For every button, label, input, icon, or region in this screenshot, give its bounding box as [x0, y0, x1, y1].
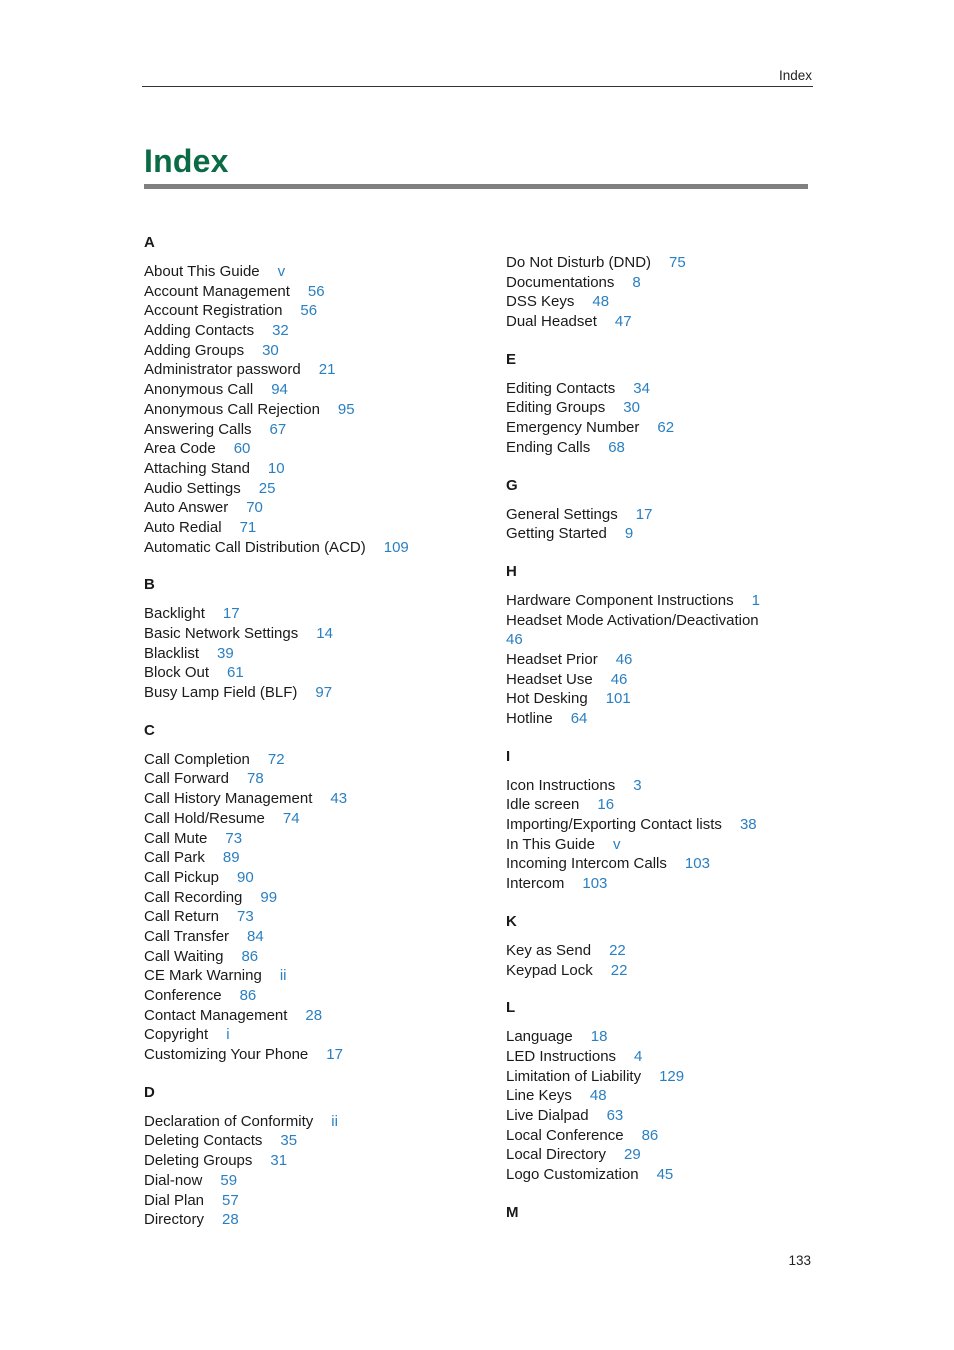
index-term: Customizing Your Phone: [144, 1046, 309, 1064]
section-gap: [506, 980, 836, 998]
index-term: Area Code: [144, 440, 216, 458]
index-entry: [506, 1106, 836, 1126]
index-entry: [506, 670, 836, 690]
page-ref-link[interactable]: 22: [610, 961, 628, 979]
page-ref-link[interactable]: 10: [267, 459, 285, 477]
page-ref-link[interactable]: 68: [608, 438, 625, 456]
section-gap: [506, 894, 836, 912]
index-entry: [506, 1086, 836, 1106]
index-entry: [144, 829, 474, 849]
page-ref-link[interactable]: 34: [633, 379, 650, 397]
index-entry: [144, 321, 474, 341]
index-entry: [506, 398, 836, 418]
page-ref-link[interactable]: 89: [222, 849, 240, 867]
index-entry: [144, 769, 474, 789]
page-ref-link[interactable]: 39: [217, 644, 234, 662]
page-ref-link[interactable]: 45: [656, 1166, 674, 1184]
page-ref-link[interactable]: 59: [220, 1171, 238, 1189]
index-entry: [506, 1067, 836, 1087]
index-entry: [144, 498, 474, 518]
index-term: Call Waiting: [144, 947, 224, 965]
index-term: Declaration of Conformity: [144, 1112, 314, 1130]
index-term: Keypad Lock: [506, 961, 593, 979]
index-term: Audio Settings: [144, 479, 241, 497]
page-ref-link[interactable]: 97: [315, 684, 333, 702]
index-term: Auto Redial: [144, 518, 222, 536]
page-ref-link[interactable]: 67: [269, 420, 287, 438]
index-term: Hardware Component Instructions: [506, 591, 734, 609]
index-entry: [506, 253, 836, 273]
index-entry: [144, 1006, 474, 1026]
index-term: Backlight: [144, 605, 205, 623]
index-term: In This Guide: [506, 835, 595, 853]
index-term: Attaching Stand: [144, 459, 250, 477]
section-letter: C: [144, 721, 155, 739]
index-entry: [144, 947, 474, 967]
page-ref-link[interactable]: 64: [570, 710, 588, 728]
section-letter: L: [506, 999, 516, 1017]
index-term: Do Not Disturb (DND): [506, 254, 652, 271]
index-entry: [144, 683, 474, 703]
page-ref-link[interactable]: 21: [318, 361, 336, 379]
page-ref-link[interactable]: 84: [247, 927, 264, 945]
page-ref-link[interactable]: ii: [279, 967, 287, 985]
index-entry: [144, 538, 474, 558]
section-letter: E: [506, 350, 517, 368]
index-entry: [144, 888, 474, 908]
index-section: [506, 998, 836, 1185]
index-entry: [144, 360, 474, 380]
index-term: Call Completion: [144, 750, 250, 768]
page-ref-link[interactable]: 71: [239, 518, 257, 536]
index-entry: [144, 986, 474, 1006]
index-term: Administrator password: [144, 361, 301, 379]
section-letter: I: [506, 747, 511, 765]
index-entry: [506, 438, 836, 458]
page-ref-link[interactable]: 61: [227, 664, 244, 682]
index-entry: [144, 927, 474, 947]
index-term: LED Instructions: [506, 1047, 617, 1065]
index-section: [144, 233, 474, 557]
page-ref-link[interactable]: v: [277, 263, 286, 280]
index-section: [144, 1083, 474, 1230]
index-term: Dial-now: [144, 1171, 203, 1189]
page-ref-link[interactable]: 75: [669, 254, 686, 271]
index-entry: [144, 301, 474, 321]
page-ref-link[interactable]: 72: [267, 750, 285, 768]
page-ref-link[interactable]: 43: [330, 790, 348, 808]
index-term: Idle screen: [506, 796, 580, 814]
index-term: Adding Groups: [144, 341, 245, 359]
index-entry: [144, 1151, 474, 1171]
index-term: Auto Answer: [144, 499, 229, 517]
index-entry: [506, 379, 836, 399]
index-entry: [506, 650, 836, 670]
index-term: DSS Keys: [506, 293, 575, 311]
page-ref-link[interactable]: 47: [614, 313, 632, 331]
index-term: Importing/Exporting Contact lists: [506, 816, 722, 834]
section-gap: [506, 729, 836, 747]
index-entry: [144, 1025, 474, 1045]
index-term: Headset Mode Activation/Deactivation: [506, 611, 759, 629]
index-entry: [506, 1126, 836, 1146]
page-title: Index: [144, 143, 229, 179]
page-ref-link[interactable]: 57: [222, 1191, 239, 1209]
index-entry: [506, 854, 836, 874]
index-entry: [144, 644, 474, 664]
page-ref-link[interactable]: 101: [605, 690, 631, 708]
page-ref-link[interactable]: 9: [624, 525, 634, 543]
index-entry: [144, 750, 474, 770]
index-entry: [506, 292, 836, 312]
page-ref-link[interactable]: v: [612, 835, 621, 853]
page-ref-link[interactable]: 32: [272, 322, 289, 340]
index-entry: [506, 874, 836, 894]
title-rule: [144, 184, 808, 189]
index-term: Account Management: [144, 282, 290, 300]
index-term: Emergency Number: [506, 419, 640, 437]
page-ref-link[interactable]: 99: [260, 888, 278, 906]
page-ref-link[interactable]: 73: [225, 829, 243, 847]
index-section: [506, 1203, 836, 1223]
index-entry: [506, 591, 836, 611]
index-entry: [506, 418, 836, 438]
page-ref-link[interactable]: 46: [506, 631, 523, 649]
index-term: Deleting Contacts: [144, 1132, 263, 1150]
index-entry: [506, 709, 836, 729]
index-term: Local Directory: [506, 1146, 607, 1164]
index-term: Call Park: [144, 849, 205, 867]
index-term: Hotline: [506, 710, 553, 728]
page-ref-link[interactable]: 14: [316, 625, 333, 642]
index-entry: [506, 961, 836, 981]
index-term: Dial Plan: [144, 1191, 205, 1209]
index-term: Live Dialpad: [506, 1106, 589, 1124]
section-gap: [506, 544, 836, 562]
page-ref-link[interactable]: 95: [337, 400, 355, 418]
page-ref-link[interactable]: 74: [282, 809, 300, 827]
index-entry: [144, 439, 474, 459]
index-term: Blacklist: [144, 644, 200, 662]
index-entry: [506, 941, 836, 961]
page-ref-link[interactable]: 1: [751, 591, 760, 609]
page-ref-link[interactable]: 48: [592, 293, 610, 311]
index-term: General Settings: [506, 505, 618, 523]
page-number: 133: [788, 1253, 811, 1268]
index-term: Limitation of Liability: [506, 1067, 642, 1085]
page-ref-link[interactable]: 28: [305, 1006, 323, 1024]
index-entry: [144, 624, 474, 644]
index-entry: [506, 273, 836, 293]
index-entry: [506, 524, 836, 544]
index-entry: [506, 505, 836, 525]
section-gap: [144, 703, 474, 721]
index-entry: [144, 789, 474, 809]
index-entry: [144, 400, 474, 420]
index-term: Call Transfer: [144, 927, 230, 945]
index-entry: [144, 1131, 474, 1151]
index-term: Anonymous Call Rejection: [144, 400, 320, 418]
index-term: Language: [506, 1028, 573, 1046]
index-entry: [506, 689, 836, 709]
index-entry: [144, 459, 474, 479]
header-rule: [142, 86, 813, 87]
index-entry: [144, 518, 474, 538]
page-ref-link[interactable]: 38: [739, 816, 757, 834]
page-ref-link[interactable]: 60: [233, 440, 251, 458]
page-ref-link[interactable]: 18: [590, 1028, 608, 1046]
index-entry: [506, 611, 836, 650]
section-letter: A: [144, 234, 155, 251]
index-term: Call Return: [144, 908, 220, 926]
index-entry: [506, 312, 836, 332]
index-entry: [506, 1165, 836, 1185]
index-entry: [506, 835, 836, 855]
section-gap: [506, 1185, 836, 1203]
index-entry: [506, 795, 836, 815]
index-entry: [144, 262, 474, 282]
page-ref-link[interactable]: 8: [632, 273, 641, 291]
page-ref-link[interactable]: 86: [241, 947, 259, 965]
index-term: Headset Use: [506, 670, 593, 688]
index-column-right: [506, 253, 836, 1232]
index-section: [144, 721, 474, 1065]
index-entry: [506, 776, 836, 796]
index-entry: [144, 907, 474, 927]
index-term: Answering Calls: [144, 420, 252, 438]
index-term: Directory: [144, 1211, 205, 1229]
index-term: Hot Desking: [506, 690, 588, 708]
index-entry: [144, 868, 474, 888]
index-term: Deleting Groups: [144, 1152, 253, 1170]
index-entry: [144, 1112, 474, 1132]
page-ref-link[interactable]: 90: [237, 868, 254, 886]
page-ref-link[interactable]: 56: [300, 302, 318, 320]
index-term: Getting Started: [506, 525, 607, 543]
section-gap: [144, 557, 474, 575]
index-term: Automatic Call Distribution (ACD): [144, 538, 366, 556]
index-term: Conference: [144, 987, 222, 1004]
index-term: Key as Send: [506, 941, 592, 959]
index-term: Anonymous Call: [144, 381, 254, 399]
page-ref-link[interactable]: 86: [641, 1126, 659, 1144]
page-ref-link[interactable]: 73: [237, 908, 254, 926]
index-section: [506, 476, 836, 544]
index-term: Call Forward: [144, 770, 230, 788]
page-ref-link[interactable]: 70: [246, 499, 263, 517]
page-ref-link[interactable]: 103: [582, 875, 608, 893]
page-ref-link[interactable]: 94: [271, 381, 288, 399]
index-term: Editing Contacts: [506, 379, 616, 397]
page-ref-link[interactable]: 17: [635, 505, 653, 523]
section-letter: M: [506, 1203, 519, 1221]
index-column-left: [144, 233, 474, 1230]
section-gap: [506, 458, 836, 476]
index-entry: [144, 282, 474, 302]
index-term: Local Conference: [506, 1126, 624, 1144]
section-letter: K: [506, 912, 517, 930]
index-term: Account Registration: [144, 302, 283, 320]
index-term: Logo Customization: [506, 1166, 639, 1184]
page-ref-link[interactable]: 30: [262, 341, 279, 359]
index-term: CE Mark Warning: [144, 967, 262, 985]
index-entry: [144, 380, 474, 400]
page-ref-link[interactable]: 3: [633, 776, 642, 794]
index-term: Incoming Intercom Calls: [506, 855, 667, 873]
page-ref-link[interactable]: 103: [684, 855, 710, 873]
index-term: Intercom: [506, 875, 565, 893]
index-term: Line Keys: [506, 1087, 572, 1105]
index-entry: [144, 479, 474, 499]
index-entry: [144, 663, 474, 683]
index-entry: [144, 341, 474, 361]
index-term: Headset Prior: [506, 650, 598, 668]
index-entry: [144, 420, 474, 440]
index-term: Call History Management: [144, 790, 313, 808]
page-ref-link[interactable]: 30: [623, 399, 640, 417]
page-ref-link[interactable]: 109: [383, 538, 409, 556]
section-letter: D: [144, 1083, 155, 1101]
index-entry: [144, 809, 474, 829]
index-entry: [144, 1191, 474, 1211]
index-term: Editing Groups: [506, 399, 606, 417]
index-entry: [144, 1210, 474, 1230]
index-entry: [506, 815, 836, 835]
page-ref-link[interactable]: 35: [280, 1132, 298, 1150]
index-entry: [144, 1171, 474, 1191]
page-ref-link[interactable]: ii: [331, 1112, 338, 1130]
index-section: [144, 575, 474, 702]
page-ref-link[interactable]: 48: [589, 1087, 607, 1105]
index-term: Icon Instructions: [506, 776, 616, 794]
section-letter: G: [506, 476, 518, 494]
page-ref-link[interactable]: 31: [270, 1152, 288, 1170]
index-entry: [144, 604, 474, 624]
index-entry: [506, 1027, 836, 1047]
page-ref-link[interactable]: 22: [609, 941, 626, 959]
page-ref-link[interactable]: 17: [326, 1046, 343, 1064]
page-ref-link[interactable]: 63: [606, 1106, 624, 1124]
section-letter: H: [506, 562, 517, 580]
index-section: [506, 562, 836, 729]
index-term: Dual Headset: [506, 313, 597, 331]
index-section: [506, 747, 836, 894]
index-term: Basic Network Settings: [144, 625, 299, 642]
index-term: Call Recording: [144, 888, 243, 906]
index-term: Call Hold/Resume: [144, 809, 265, 827]
index-term: Busy Lamp Field (BLF): [144, 684, 298, 702]
section-gap: [506, 332, 836, 350]
page-ref-link[interactable]: 129: [659, 1067, 685, 1085]
index-entry: [506, 1145, 836, 1165]
page-ref-link[interactable]: 17: [222, 605, 240, 623]
page-ref-link[interactable]: 62: [657, 419, 675, 437]
index-term: Call Mute: [144, 829, 208, 847]
index-section: [506, 912, 836, 980]
page-ref-link[interactable]: 29: [624, 1146, 641, 1164]
index-term: Block Out: [144, 664, 210, 682]
page-ref-link[interactable]: 86: [239, 987, 257, 1004]
index-term: Copyright: [144, 1026, 209, 1044]
running-header: Index: [778, 68, 812, 83]
index-term: Contact Management: [144, 1006, 288, 1024]
page-ref-link[interactable]: 16: [597, 796, 615, 814]
index-entry: [144, 966, 474, 986]
index-entry: [144, 848, 474, 868]
index-section: [506, 253, 836, 332]
page-ref-link[interactable]: i: [226, 1026, 230, 1044]
page-ref-link[interactable]: 25: [258, 479, 276, 497]
page-ref-link[interactable]: 56: [307, 282, 325, 300]
page-ref-link[interactable]: 46: [615, 650, 633, 668]
index-term: Adding Contacts: [144, 322, 255, 340]
index-term: About This Guide: [144, 263, 260, 280]
page-ref-link[interactable]: 46: [610, 670, 628, 688]
section-letter: B: [144, 576, 155, 594]
page-ref-link[interactable]: 28: [222, 1211, 239, 1229]
page-ref-link[interactable]: 4: [634, 1047, 643, 1065]
page-ref-link[interactable]: 78: [247, 770, 264, 788]
section-gap: [144, 1065, 474, 1083]
index-entry: [506, 1047, 836, 1067]
index-section: [506, 350, 836, 458]
index-term: Call Pickup: [144, 868, 220, 886]
index-term: Ending Calls: [506, 438, 591, 456]
index-term: Documentations: [506, 273, 615, 291]
index-entry: [144, 1045, 474, 1065]
